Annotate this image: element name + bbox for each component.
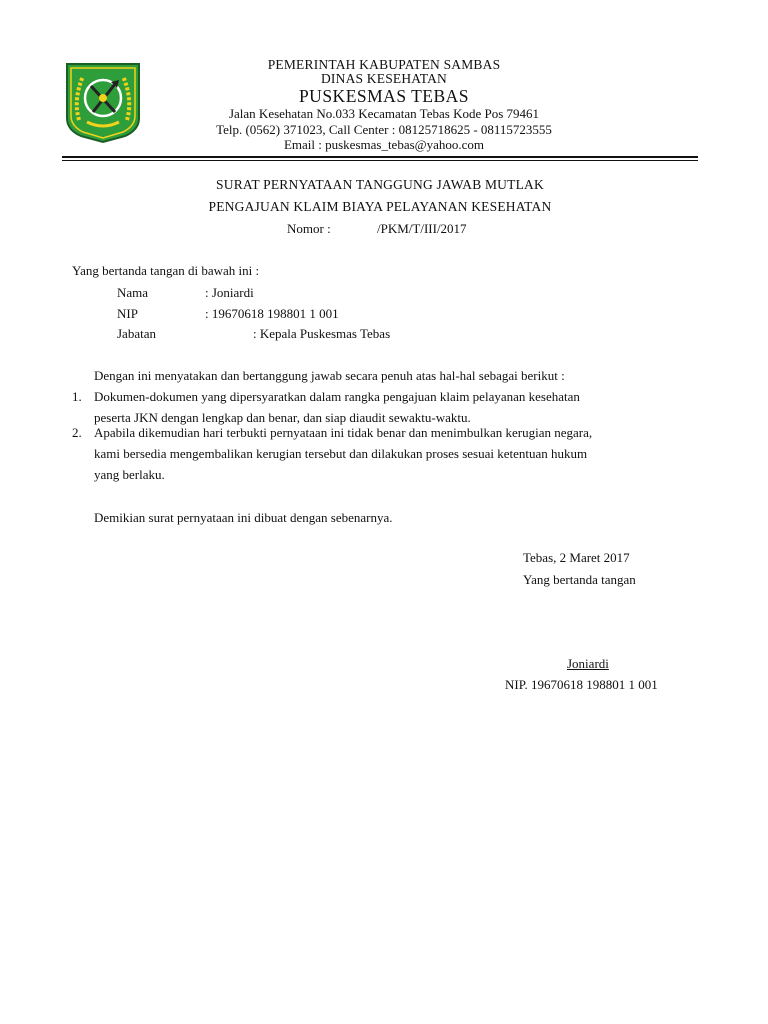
signature-name: Joniardi <box>567 656 609 671</box>
document-title: SURAT PERNYATAAN TANGGUNG JAWAB MUTLAK <box>216 177 544 192</box>
nip-label: NIP <box>117 306 138 321</box>
point-number: 2. <box>72 425 82 440</box>
letterhead-divider-thin <box>62 160 698 161</box>
signature-nip: NIP. 19670618 198801 1 001 <box>505 677 658 692</box>
nip-value: : 19670618 198801 1 001 <box>205 306 339 321</box>
point-text-line: yang berlaku. <box>94 467 165 482</box>
jabatan-label: Jabatan <box>117 326 156 341</box>
point-text-line: Apabila dikemudian hari terbukti pernyataan ini tidak benar dan menimbulkan kerugian negara, <box>94 425 593 440</box>
point-text-line: peserta JKN dengan lengkap dan benar, dan siap diaudit sewaktu-waktu. <box>94 410 471 425</box>
statement-text: Dengan ini menyatakan dan bertanggung jawab secara penuh atas hal-hal sebagai berikut : <box>94 368 565 383</box>
point-number: 1. <box>72 389 82 404</box>
nama-value: : Joniardi <box>205 285 254 300</box>
point-text-line: kami bersedia mengembalikan kerugian tersebut dan dilakukan proses sesuai ketentuan hukum <box>94 446 588 461</box>
letterhead-government: PEMERINTAH KABUPATEN SAMBAS <box>267 57 501 72</box>
signature-label: Yang bertanda tangan <box>523 572 636 587</box>
point-text-line: Dokumen-dokumen yang dipersyaratkan dalam rangka pengajuan klaim pelayanan kesehatan <box>94 389 580 404</box>
letterhead-institution: PUSKESMAS TEBAS <box>298 86 470 106</box>
letterhead-department: DINAS KESEHATAN <box>320 71 448 86</box>
nomor-label: Nomor : <box>287 221 331 236</box>
nama-label: Nama <box>117 285 149 300</box>
letterhead-phone: Telp. (0562) 371023, Call Center : 08125718625 - 08115723555 <box>216 122 552 137</box>
closing-text: Demikian surat pernyataan ini dibuat dengan sebenarnya. <box>94 510 393 525</box>
document-subtitle: PENGAJUAN KLAIM BIAYA PELAYANAN KESEHATAN <box>208 199 552 214</box>
intro-text: Yang bertanda tangan di bawah ini : <box>72 263 260 278</box>
jabatan-value: : Kepala Puskesmas Tebas <box>253 326 391 341</box>
signature-place-date: Tebas, 2 Maret 2017 <box>523 550 630 565</box>
letterhead-email: Email : puskesmas_tebas@yahoo.com <box>283 137 485 152</box>
nomor-value: /PKM/T/III/2017 <box>377 221 467 236</box>
letterhead-divider-thick <box>62 156 698 158</box>
letterhead-address: Jalan Kesehatan No.033 Kecamatan Tebas Kode Pos 79461 <box>228 106 540 121</box>
